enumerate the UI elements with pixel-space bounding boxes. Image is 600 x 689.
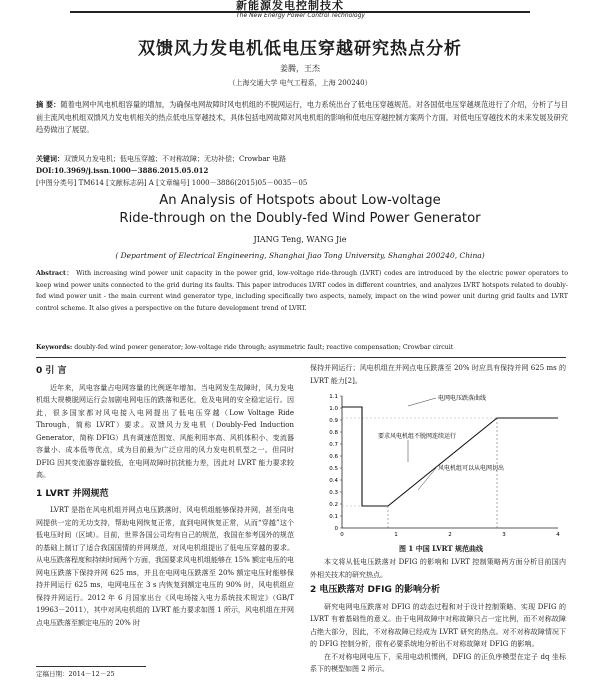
x-tick-label: 2 — [448, 532, 452, 538]
section-divider — [36, 357, 566, 358]
lvrt-curve — [342, 407, 558, 506]
keywords-cn — [36, 154, 576, 164]
y-tick-label: 0.4 — [329, 478, 338, 484]
y-tick-label: 0.1 — [329, 514, 338, 520]
x-tick-label: 3 — [502, 532, 506, 538]
annotation-ride-through: 要求风电机组不脱网连续运行 — [378, 433, 457, 440]
x-tick-label: 4 — [556, 532, 560, 538]
y-tick-label: 1.0 — [329, 406, 338, 412]
journal-header — [0, 0, 600, 22]
x-tick-label: 0 — [340, 532, 344, 538]
abstract-cn-text: 随着电网中风电机组容量的增加，为确保电网故障时风电机组的不脱网运行，电力系统出台了低电压穿越规范。对各国低电压穿越规范进行了介绍，分析了与目前主流风电机组双馈风力发电机相关的热点低电压穿越技术，具体包括电网故障对风电机组的影响和低电压穿越控制方案两个方面。对低电压穿越技术的未来发展及研究趋势做出了展望。 — [36, 100, 568, 134]
abstract-cn-label: 摘 要： — [36, 100, 61, 109]
y-tick-label: 1.1 — [329, 394, 338, 400]
footnote-rule — [36, 666, 146, 667]
right-paragraph-1: 本文将从低电压跌落对 DFIG 的影响和 LVRT 控制策略两方面分析目前国内外相关技术的研究热点。 — [310, 558, 566, 579]
affiliation-cn: （上海交通大学 电气工程系，上海 200240） — [228, 79, 372, 87]
y-tick-label: 0 — [334, 526, 338, 532]
y-tick-label: 0.6 — [329, 454, 338, 460]
doi: DOI:10.3969/j.issn.1000－3886.2015.05.012 — [36, 166, 209, 175]
right-column-body — [310, 556, 566, 676]
keywords-en-text: doubly-fed wind power generator; low-voltage ride through; asymmetric fault; reactive compensation; Crowbar circuit — [74, 344, 454, 351]
keywords-en-label: Keywords: — [36, 344, 73, 351]
abstract-en — [36, 268, 568, 314]
keywords-cn-text: 双馈风力发电机；低电压穿越；不对称故障；无功补偿；Crowbar 电路 — [64, 155, 287, 163]
section-1-heading: 1 LVRT 并网规范 — [36, 488, 109, 499]
abstract-cn — [36, 99, 568, 137]
y-tick-label: 0.2 — [329, 502, 338, 508]
y-tick-label: 0.8 — [329, 430, 338, 436]
section-1-paragraph: LVRT 是指在风电机组并网点电压跌落时，风电机组能够保持并网，甚至向电网提供一定的无功支持，帮助电网恢复正常，直到电网恢复正常，从而“穿越”这个低电压时间（区域）。目前，世界各国公司均有自己的规范，我国在参考国外的规范的基础上制订了适合我国国情的并网规范，对风电机组提出了低电压穿越的要求。从电压跌落程度和持续时间两个方面，我国要求风电机组能够在 15% 额定电压的电网电压跌落下保持并网 625 ms，并且在电网电压跌落至 20% 额定电压时能够保持并网运行 625 ms，电网电压在 3 s 内恢复到额定电压的 90% 时，风电机组应保持并网运行。2012 年 6 月国家出台《风电场接入电力系统技术规定》（GB/T 19963－2011），其中对风电机组的 LVRT 能力要求如图 1 所示，风电机组在并网点电压跌落至额定电压的 20% 时 — [36, 506, 295, 627]
y-tick-label: 0.7 — [329, 442, 338, 448]
y-axis-ticks — [329, 394, 342, 532]
section-0-paragraph: 近年来，风电容量占电网容量的比例逐年增加。当电网发生故障时，风力发电机组大规模脱网运行会加剧电网电压的跌落和恶化，危及电网的安全稳定运行。因此，很多国家都对风电接入电网提出了低电压穿越（Low Voltage Ride Through，简称 LVRT）要求。双馈风力发电机（Doubly-Fed Induction Generator，简称 DFIG）具有调速范围宽、风能利用率高、风机体积小、变流器容量小、成本低等优点，成为目前最为广泛应用的风力发电机机型之一。但同时 DFIG 因其变流器容量较低，在电网故障时抗扰能力差，因此对 LVRT 能力要求较高。 — [36, 383, 294, 479]
abstract-en-label: Abstract： — [36, 270, 74, 277]
y-tick-label: 0.9 — [329, 418, 338, 424]
classification: [中图分类号] TM614 [文献标志码] A [文章编号] 1000－3886(2015)05－0035－05 — [36, 179, 308, 187]
footnote-received-date: 定稿日期：2014－12－25 — [36, 670, 115, 678]
authors-en: JIANG Teng, WANG Jie — [253, 235, 347, 244]
figure-1-caption: 图 1 中国 LVRT 规范曲线 — [398, 544, 484, 553]
right-column-intro: 保持并网运行；风电机组在并网点电压跌落至 20% 时应具有保持并网 625 ms 的 LVRT 能力[2]。 — [310, 364, 566, 385]
section-2-paragraph-1: 研究电网电压跌落对 DFIG 的动态过程和对于设计控制策略、实现 DFIG 的 LVRT 有着基础性的意义。由于电网故障中对称故障只占一定比例，而不对称故障占绝大部分，因此，不对称故障已经成为 LVRT 研究的热点。对不对称故障情况下的 DFIG 控制分析，很有必要系统地分析出不对称故障对 DFIG 的影响。 — [310, 602, 566, 648]
left-column — [36, 362, 294, 629]
paper-title-en-line2: Ride-through on the Doubly-fed Wind Power Generator — [119, 211, 481, 226]
section-2-heading: 2 电压跌落对 DFIG 的影响分析 — [310, 585, 441, 595]
x-tick-label: 1 — [394, 532, 398, 538]
keywords-en — [36, 344, 576, 351]
annotation-trip-region: 风电机组可以从电网切出 — [438, 465, 505, 472]
section-0-heading: 0 引 言 — [36, 366, 67, 376]
paper-title-cn: 双馈风力发电机低电压穿越研究热点分析 — [138, 39, 462, 59]
annotation-arrow-1 — [408, 398, 436, 406]
y-tick-label: 0.5 — [329, 466, 338, 472]
paper-title-en-line1: An Analysis of Hotspots about Low-voltage — [159, 193, 441, 208]
abstract-en-text: With increasing wind power unit capacity in the power grid, low-voltage ride-through (LVRT) codes are introduced by the electric power operators to keep wind power units connected to the grid during its faults. This paper introduces LVRT codes in different countries, and analyzes LVRT hotspots related to doubly-fed wind power unit - the main current wind generator type, including specifically two aspects, namely, impact on the wind power unit during grid faults and LVRT control scheme. It also gives a perspective on the future development trend of LVRT. — [36, 270, 568, 312]
authors-cn: 姜腾，王杰 — [280, 64, 320, 73]
annotation-voltage-curve: 电网电压跌落曲线 — [438, 395, 487, 402]
x-axis-ticks — [340, 532, 560, 538]
figure-lvrt-curve — [318, 390, 564, 540]
keywords-cn-label: 关键词： — [36, 154, 64, 163]
affiliation-en: ( Department of Electrical Engineering, Shanghai Jiao Tong University, Shanghai 200240, China) — [115, 251, 485, 260]
journal-name-en: The New Energy Power Control Technology — [236, 12, 365, 19]
section-2-paragraph-2: 在不对称电网电压下，采用电动机惯例，DFIG 的正负序模型在定子 dq 坐标系下的模型如图 2 所示。 — [310, 652, 566, 673]
y-tick-label: 0.3 — [329, 490, 338, 496]
journal-name: 新能源发电控制技术 — [236, 0, 344, 12]
